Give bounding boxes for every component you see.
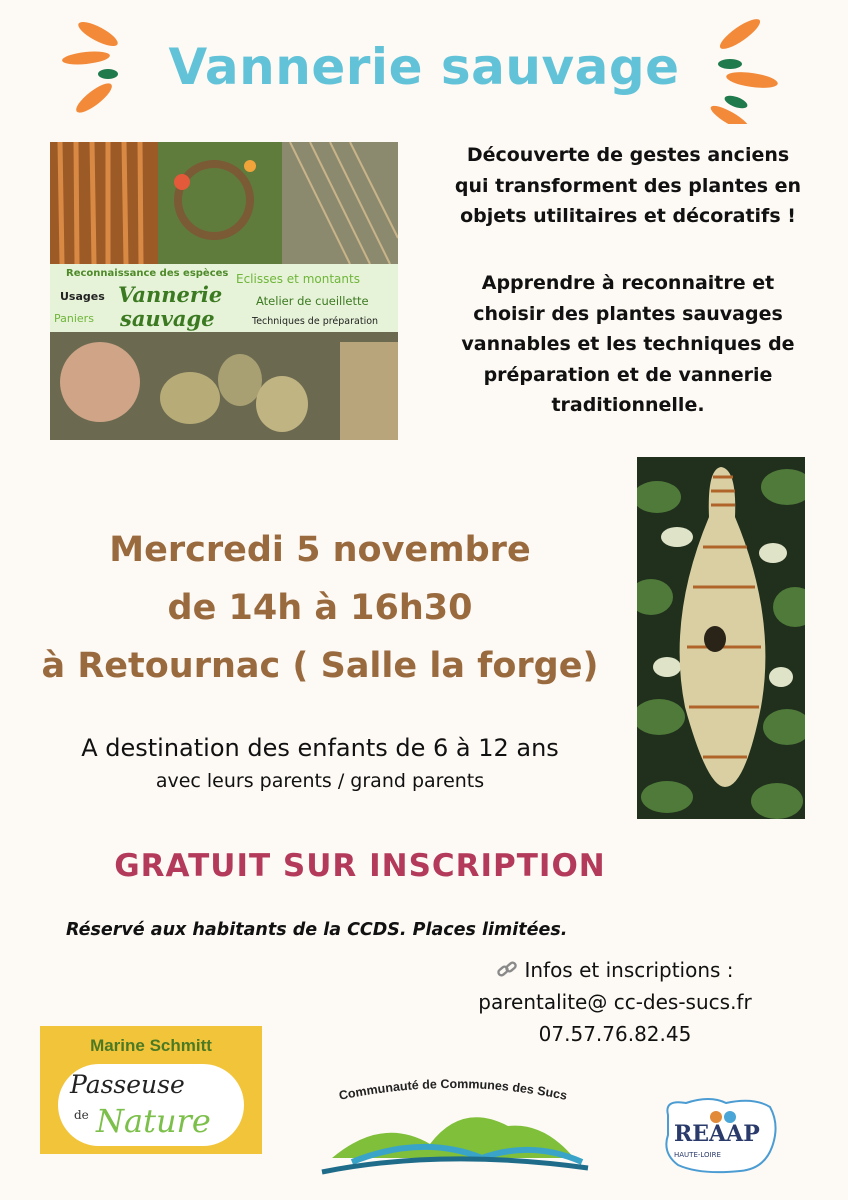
event-place: à Retournac ( Salle la forge) [41,646,599,686]
page-title: Vannerie sauvage [168,38,680,96]
brand-line-1: Vannerie [118,282,223,307]
eclisses-label: Eclisses et montants [236,272,360,286]
price-banner: GRATUIT SUR INSCRIPTION [114,848,606,884]
description-line: objets utilitaires et décoratifs ! [460,205,796,227]
passeuse-word: Passeuse [70,1070,185,1099]
description-line: qui transforment des plantes en [454,174,802,197]
collage-caption-band [50,264,398,332]
reaap-subtitle: HAUTE-LOIRE [674,1151,721,1159]
species-label: Reconnaissance des espèces [66,268,229,279]
contact-email[interactable]: parentalite@ cc-des-sucs.fr [478,990,752,1014]
svg-text:Communauté de Communes des Suc [338,1077,569,1103]
event-time: de 14h à 16h30 [167,588,473,628]
description-line: Apprendre à reconnaitre et [481,272,775,294]
link-icon [496,960,518,985]
paniers-label: Paniers [54,312,94,325]
description-paragraph-2 [418,268,838,421]
workshop-collage-image [50,142,398,440]
event-date: Mercredi 5 novembre [109,530,531,570]
description-line: préparation et de vannerie [483,363,773,386]
techniques-label: Techniques de préparation [252,316,379,327]
description-line: Découverte de gestes anciens [466,144,790,166]
reaap-name: REAAP [674,1121,760,1147]
woven-birdhouse-image [637,457,805,819]
contact-label: Infos et inscriptions : [524,958,734,982]
passeuse-nature-word: Nature [96,1102,211,1140]
audience-parents: avec leurs parents / grand parents [155,770,485,792]
contact-phone[interactable]: 07.57.76.82.45 [538,1022,692,1046]
usages-label: Usages [60,290,105,303]
ccds-name: Communauté de Communes des Sucs [337,1076,569,1103]
audience-age: A destination des enfants de 6 à 12 ans [81,734,559,762]
brand-line-2: sauvage [120,306,215,331]
passeuse-de-nature-logo [40,1026,262,1154]
reaap-logo [660,1095,780,1175]
reserved-note: Réservé aux habitants de la CCDS. Places limitées. [66,920,568,940]
atelier-label: Atelier de cueillette [256,294,369,308]
contact-label-row [430,958,800,985]
ccds-logo [312,1062,594,1180]
description-line: traditionnelle. [551,394,705,416]
description-line: choisir des plantes sauvages [473,302,783,325]
passeuse-author-name: Marine Schmitt [90,1036,212,1055]
description-paragraph-1 [418,140,838,232]
description-line: vannables et les techniques de [461,333,795,355]
passeuse-de-word: de [74,1108,89,1122]
